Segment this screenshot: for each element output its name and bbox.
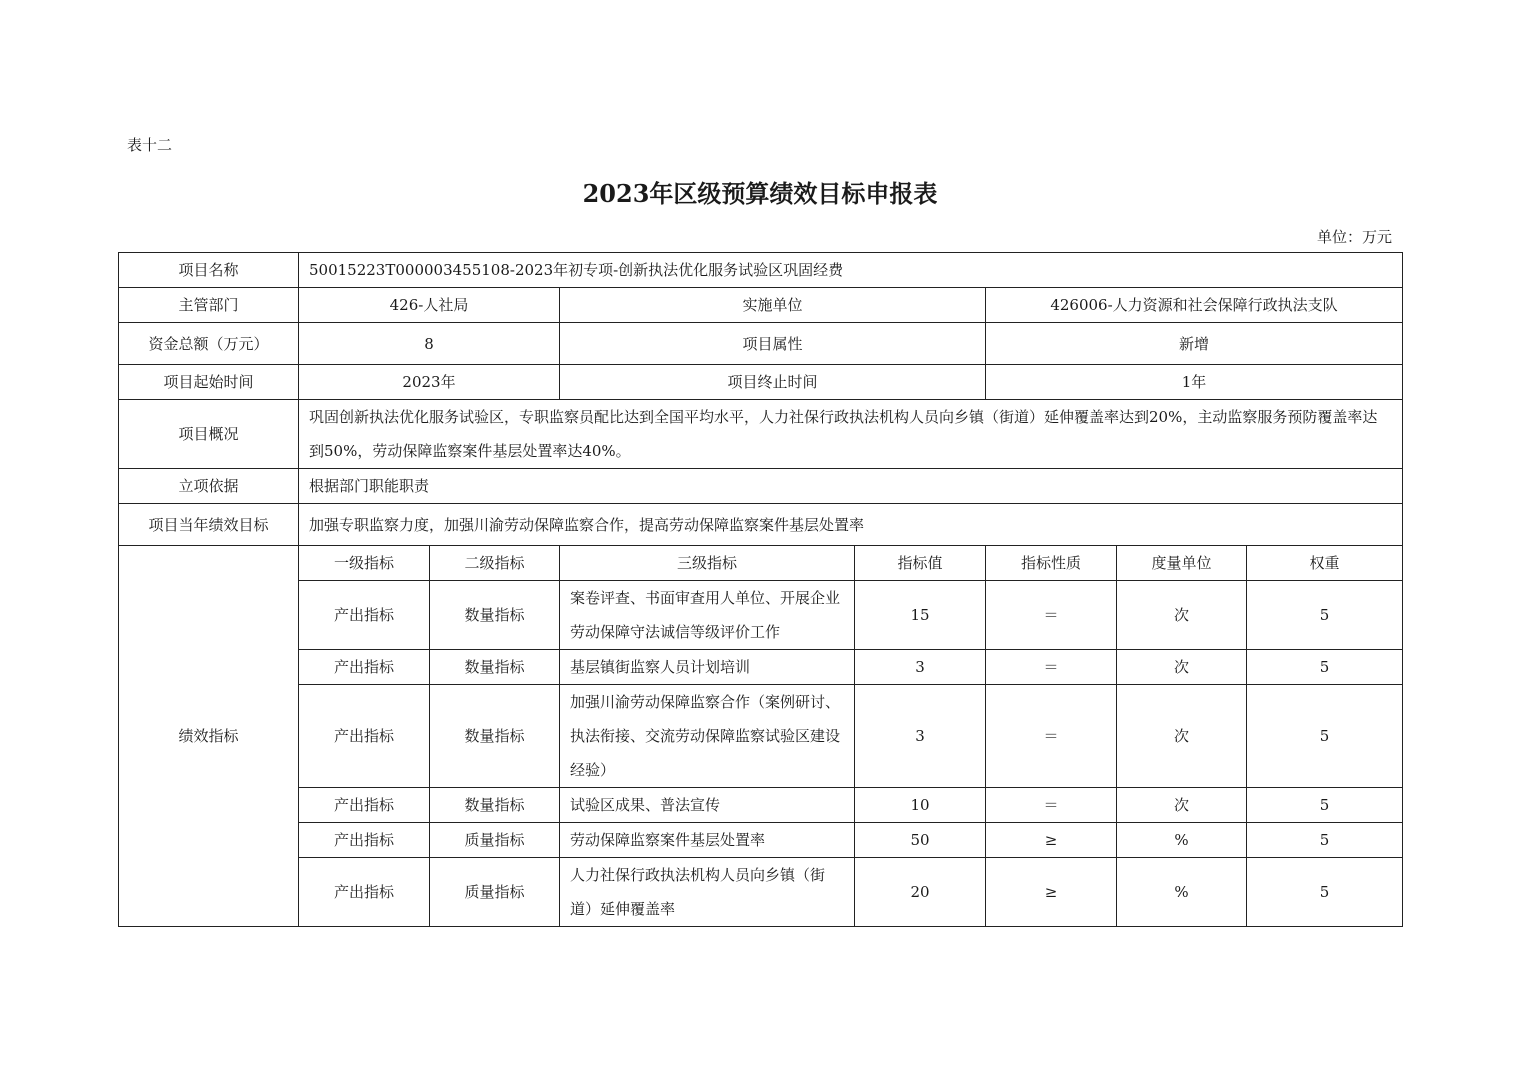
indicator-level3: 劳动保障监察案件基层处置率 [560, 823, 855, 858]
indicator-value: 3 [855, 685, 986, 788]
indicator-unit: 次 [1117, 581, 1247, 650]
fund-label: 资金总额（万元） [119, 323, 299, 365]
row-basis [119, 469, 1403, 504]
end-label: 项目终止时间 [560, 365, 986, 400]
table-row [119, 823, 1403, 858]
indicator-weight: 5 [1247, 823, 1403, 858]
indicator-level1: 产出指标 [299, 650, 430, 685]
indicator-level2: 质量指标 [430, 823, 560, 858]
indicator-nature: ＝ [986, 788, 1117, 823]
indicator-level3: 人力社保行政执法机构人员向乡镇（街道）延伸覆盖率 [560, 858, 855, 927]
indicator-unit: 次 [1117, 788, 1247, 823]
indicators-section-label: 绩效指标 [119, 546, 299, 927]
table-row [119, 581, 1403, 650]
row-fund [119, 323, 1403, 365]
table-row [119, 685, 1403, 788]
indicator-level2: 数量指标 [430, 685, 560, 788]
table-number-label: 表十二 [127, 136, 173, 154]
indicator-level1: 产出指标 [299, 823, 430, 858]
start-value: 2023年 [299, 365, 560, 400]
indicator-nature: ≥ [986, 858, 1117, 927]
overview-value: 巩固创新执法优化服务试验区，专职监察员配比达到全国平均水平，人力社保行政执法机构人员向乡镇（街道）延伸覆盖率达到20%，主动监察服务预防覆盖率达到50%，劳动保障监察案件基层处置率达40%。 [299, 400, 1403, 469]
indicator-value: 50 [855, 823, 986, 858]
indicator-nature: ＝ [986, 581, 1117, 650]
indicator-value: 20 [855, 858, 986, 927]
basis-value: 根据部门职能职责 [299, 469, 1403, 504]
indicator-level3: 案卷评查、书面审查用人单位、开展企业劳动保障守法诚信等级评价工作 [560, 581, 855, 650]
indicator-unit: 次 [1117, 650, 1247, 685]
indicator-weight: 5 [1247, 788, 1403, 823]
basis-label: 立项依据 [119, 469, 299, 504]
header-nature: 指标性质 [986, 546, 1117, 581]
project-name-label: 项目名称 [119, 253, 299, 288]
indicator-level3: 试验区成果、普法宣传 [560, 788, 855, 823]
impl-value: 426006-人力资源和社会保障行政执法支队 [986, 288, 1403, 323]
header-level3: 三级指标 [560, 546, 855, 581]
table-row [119, 858, 1403, 927]
header-value: 指标值 [855, 546, 986, 581]
indicator-level1: 产出指标 [299, 685, 430, 788]
indicator-level2: 数量指标 [430, 788, 560, 823]
row-goal [119, 504, 1403, 546]
indicator-level1: 产出指标 [299, 581, 430, 650]
attr-value: 新增 [986, 323, 1403, 365]
overview-label: 项目概况 [119, 400, 299, 469]
impl-label: 实施单位 [560, 288, 986, 323]
dept-value: 426-人社局 [299, 288, 560, 323]
indicator-unit: % [1117, 858, 1247, 927]
header-unit: 度量单位 [1117, 546, 1247, 581]
indicator-unit: 次 [1117, 685, 1247, 788]
attr-label: 项目属性 [560, 323, 986, 365]
goal-label: 项目当年绩效目标 [119, 504, 299, 546]
indicator-weight: 5 [1247, 581, 1403, 650]
indicator-header-row [119, 546, 1403, 581]
project-name-value: 50015223T000003455108-2023年初专项-创新执法优化服务试验区巩固经费 [299, 253, 1403, 288]
indicator-level1: 产出指标 [299, 788, 430, 823]
end-value: 1年 [986, 365, 1403, 400]
unit-label: 单位：万元 [1316, 228, 1392, 246]
indicator-nature: ≥ [986, 823, 1117, 858]
header-level1: 一级指标 [299, 546, 430, 581]
table-row [119, 650, 1403, 685]
row-project-name [119, 253, 1403, 288]
budget-performance-table [118, 252, 1403, 927]
indicator-nature: ＝ [986, 650, 1117, 685]
indicator-level2: 质量指标 [430, 858, 560, 927]
indicator-weight: 5 [1247, 685, 1403, 788]
table-row [119, 788, 1403, 823]
goal-value: 加强专职监察力度，加强川渝劳动保障监察合作，提高劳动保障监察案件基层处置率 [299, 504, 1403, 546]
page-title: 2023年区级预算绩效目标申报表 [582, 179, 938, 208]
indicator-level3: 基层镇街监察人员计划培训 [560, 650, 855, 685]
header-level2: 二级指标 [430, 546, 560, 581]
indicator-weight: 5 [1247, 858, 1403, 927]
dept-label: 主管部门 [119, 288, 299, 323]
indicator-level3: 加强川渝劳动保障监察合作（案例研讨、执法衔接、交流劳动保障监察试验区建设经验） [560, 685, 855, 788]
indicator-value: 15 [855, 581, 986, 650]
indicator-level1: 产出指标 [299, 858, 430, 927]
indicator-level2: 数量指标 [430, 581, 560, 650]
indicator-unit: % [1117, 823, 1247, 858]
row-overview [119, 400, 1403, 469]
fund-value: 8 [299, 323, 560, 365]
indicator-nature: ＝ [986, 685, 1117, 788]
indicator-value: 3 [855, 650, 986, 685]
row-time [119, 365, 1403, 400]
indicator-level2: 数量指标 [430, 650, 560, 685]
indicator-value: 10 [855, 788, 986, 823]
header-weight: 权重 [1247, 546, 1403, 581]
indicator-weight: 5 [1247, 650, 1403, 685]
start-label: 项目起始时间 [119, 365, 299, 400]
row-department [119, 288, 1403, 323]
